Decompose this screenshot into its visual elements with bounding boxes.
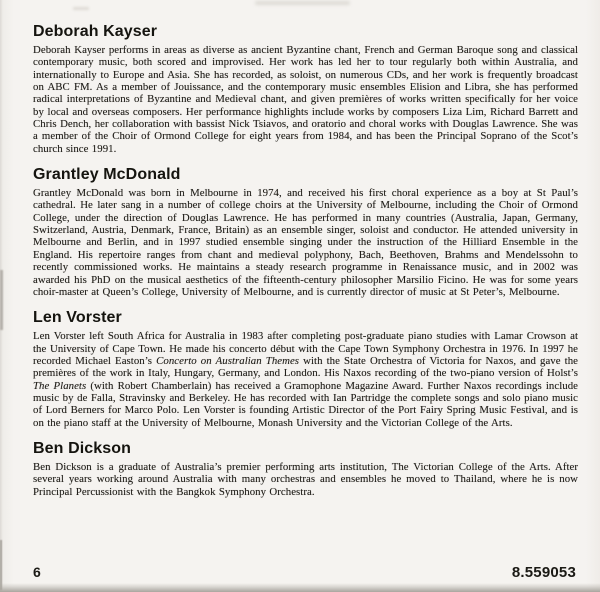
bio-paragraph-len-vorster <box>33 330 578 429</box>
bio-heading-grantley-mcdonald: Grantley McDonald <box>33 166 181 184</box>
work-title-italic: The Planets <box>33 379 87 392</box>
bio-text-run: Ben Dickson is a graduate of Australia’s premier performing arts institution, The Victorian College of the Arts. After several years working around Australia with many orchestras and ensembles he moved to Thailand, where he is now Principal Percussionist with the Bangkok Symphony Orchestra. <box>33 460 578 498</box>
scan-smudge <box>73 7 89 10</box>
bio-section-grantley-mcdonald <box>33 165 578 298</box>
bio-heading-len-vorster: Len Vorster <box>33 309 122 327</box>
bio-section-len-vorster <box>33 308 578 429</box>
work-title-italic: Concerto on Australian Themes <box>156 354 300 367</box>
bio-section-ben-dickson <box>33 439 578 498</box>
bio-text-run: (with Robert Chamberlain) has received a Gramophone Magazine Award. Further Naxos recordings include music by de Falla, Stravinsky and Berkeley. He has recorded with Ian Partridge the complete songs and solo piano music of Lord Berners for Marco Polo. Len Vorster is founding Artistic Director of the Port Fairy Spring Music Festival, and is on the piano staff at the University of Melbourne, Monash University and the Victorian College of the Arts. <box>33 379 578 429</box>
scan-edge-mark <box>0 270 3 330</box>
catalog-number: 8.559053 <box>511 564 576 581</box>
bio-paragraph-deborah-kayser <box>33 44 578 155</box>
page-footer <box>33 564 576 581</box>
scan-smudge <box>255 1 350 5</box>
bio-section-deborah-kayser <box>33 22 578 155</box>
page-number: 6 <box>33 564 41 580</box>
bio-text-run: Deborah Kayser performs in areas as diverse as ancient Byzantine chant, French and German Baroque song and classical contemporary music, both scored and improvised. Her work has led her to tour regularly both within Australia, and internationally to Europe and Asia. She has recorded, as soloist, on numerous CDs, and her work is frequently broadcast on ABC FM. As a member of Jouissance, and the contemporary music ensembles Elision and Libra, she has performed radical interpretations of Byzantine and Medieval chant, and given premières of works written specifically for her voice by local and overseas composers. Her performance highlights include works by composers Liza Lim, Richard Barrett and Chris Dench, her collaboration with bassist Nick Tsiavos, and oratorio and choral works with Douglas Lawrence. She was a member of the Choir of Ormond College for eight years from 1984, and has been the Principal Soprano of the Scot’s church since 1991. <box>33 44 578 155</box>
bio-heading-deborah-kayser: Deborah Kayser <box>33 23 158 40</box>
scan-bottom-edge <box>0 583 600 592</box>
bio-heading-ben-dickson: Ben Dickson <box>33 439 132 457</box>
bio-paragraph-ben-dickson <box>33 461 578 498</box>
bio-text-run: with the State Orchestra of Victoria for Naxos, and gave the premières of the work in Italy, Hungary, Germany, and London. His Naxos recording of the two-piano version of Holst’s <box>33 354 579 380</box>
bio-paragraph-grantley-mcdonald <box>33 187 578 298</box>
bio-text-run: Grantley McDonald was born in Melbourne in 1974, and received his first choral experience as a boy at St Paul’s cathedral. He later sang in a number of college choirs at the University of Melbourne, including the Choir of Ormond College, under the direction of Douglas Lawrence. He has performed in many countries (Australia, Japan, Germany, Switzerland, Austria, Denmark, France, Britain) as an ensemble singer, soloist and conductor. He attended university in Melbourne and Berlin, and in 1997 studied ensemble singing under the instruction of the Hilliard Ensemble in the England. His repertoire ranges from chant and medieval polyphony, Bach, Beethoven, Brahms and Mendelssohn to recently commissioned works. He maintains a steady research programme in Renaissance music, and in 2002 was awarded his PhD on the musical aesthetics of the fifteenth-century philosopher Marsilio Ficino. He was for some years choir-master at Queen’s College, University of Melbourne, and is currently director of music at St Peter’s, Melbourne. <box>33 187 578 298</box>
bio-text-run: Len Vorster left South Africa for Australia in 1983 after completing post-graduate piano studies with Lamar Crowson at the University of Cape Town. He made his concerto début with the Cape Town Symphony Orchestra in 1976. In 1997 he recorded Michael Easton’s <box>33 330 578 367</box>
